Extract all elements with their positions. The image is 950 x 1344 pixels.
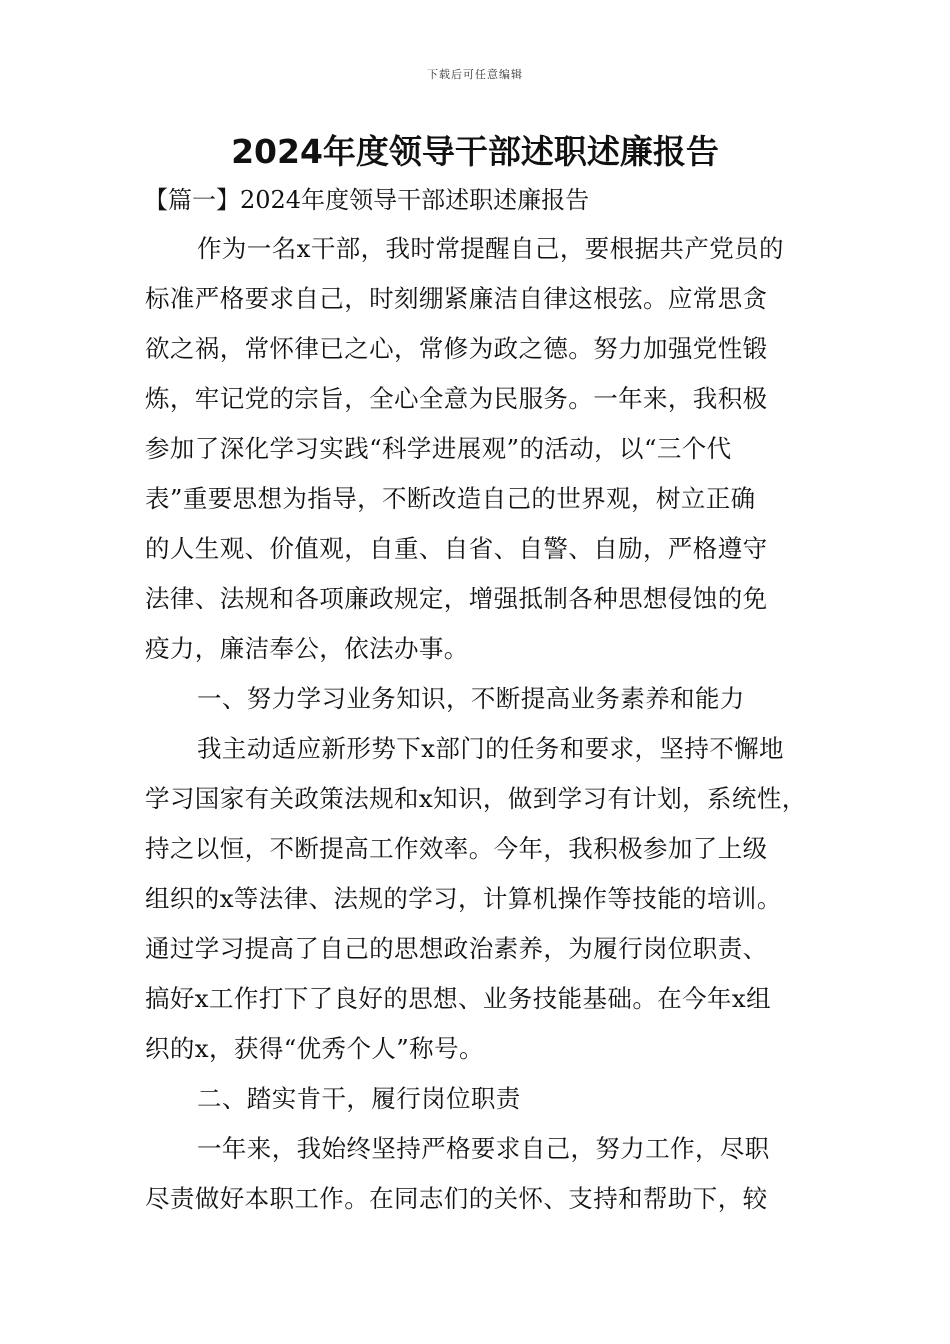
body-line: 欲之祸，常怀律已之心，常修为政之德。努力加强党性锻 xyxy=(145,334,768,363)
header-note: 下载后可任意编辑 xyxy=(427,68,523,81)
body-line: 学习国家有关政策法规和x知识，做到学习有计划，系统性， xyxy=(145,784,807,813)
section-heading: 一、努力学习业务知识，不断提高业务素养和能力 xyxy=(197,684,745,713)
body-line: 持之以恒，不断提高工作效率。今年，我积极参加了上级 xyxy=(145,834,768,863)
body-line: 表”重要思想为指导，不断改造自己的世界观，树立正确 xyxy=(145,484,756,513)
body-line: 法律、法规和各项廉政规定，增强抵制各种思想侵蚀的免 xyxy=(145,584,768,613)
body-line: 疫力，廉洁奉公，依法办事。 xyxy=(145,634,469,663)
article-label: 【篇一】2024年度领导干部述职述廉报告 xyxy=(144,186,590,214)
body-line: 炼，牢记党的宗旨，全心全意为民服务。一年来，我积极 xyxy=(145,384,768,413)
document-body xyxy=(145,230,813,1230)
body-line: 织的x，获得“优秀个人”称号。 xyxy=(145,1034,484,1063)
body-line: 搞好x工作打下了良好的思想、业务技能基础。在今年x组 xyxy=(145,984,772,1013)
body-line: 组织的x等法律、法规的学习，计算机操作等技能的培训。 xyxy=(145,884,782,913)
body-line: 通过学习提高了自己的思想政治素养，为履行岗位职责、 xyxy=(145,934,768,963)
body-line: 标准严格要求自己，时刻绷紧廉洁自律这根弦。应常思贪 xyxy=(145,284,768,313)
body-line: 一年来，我始终坚持严格要求自己，努力工作，尽职 xyxy=(197,1134,770,1163)
section-heading: 二、踏实肯干，履行岗位职责 xyxy=(197,1084,521,1113)
body-line: 的人生观、价值观，自重、自省、自警、自励，严格遵守 xyxy=(145,534,768,563)
body-line: 作为一名x干部，我时常提醒自己，要根据共产党员的 xyxy=(197,234,784,263)
body-line: 参加了深化学习实践“科学进展观”的活动，以“三个代 xyxy=(145,434,732,463)
document-title: 2024年度领导干部述职述廉报告 xyxy=(231,132,719,171)
body-line: 我主动适应新形势下x部门的任务和要求，坚持不懈地 xyxy=(197,734,784,763)
body-line: 尽责做好本职工作。在同志们的关怀、支持和帮助下，较 xyxy=(145,1184,768,1213)
